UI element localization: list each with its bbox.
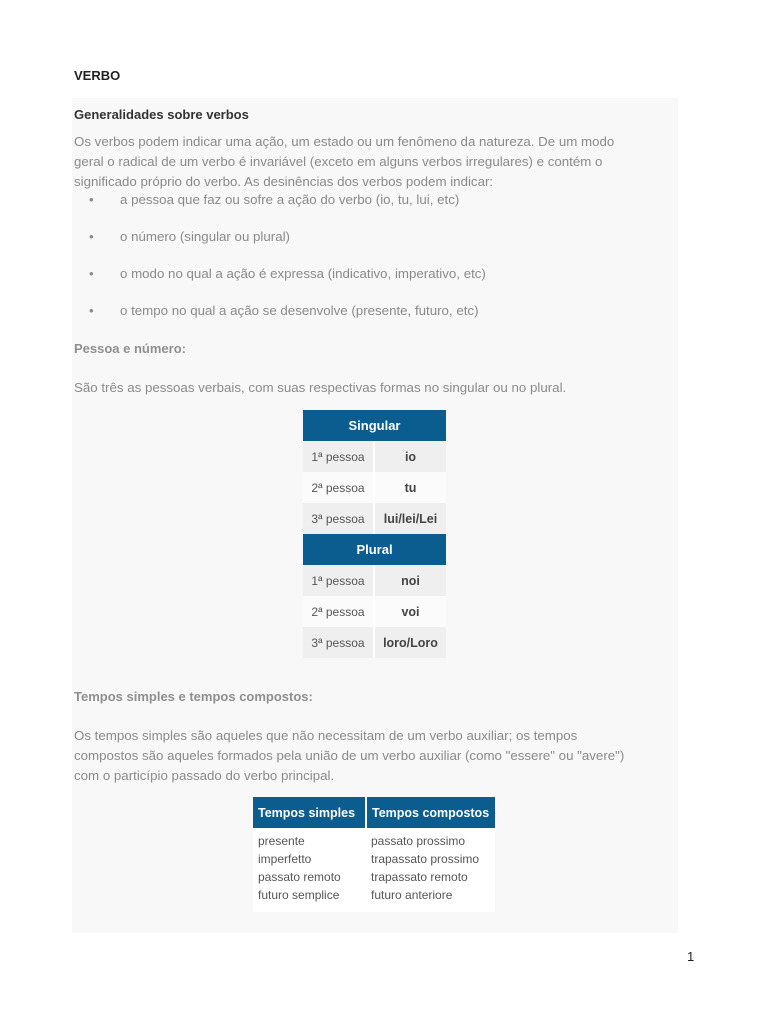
list-item: [74, 190, 664, 227]
bullet-icon: •: [89, 266, 94, 281]
form-cell: tu: [374, 472, 446, 503]
simple-tense-cell: futuro semplice: [253, 886, 366, 912]
person-cell: 3ª pessoa: [303, 503, 374, 534]
list-item-text: a pessoa que faz ou sofre a ação do verbo (io, tu, lui, etc): [120, 192, 460, 207]
desinence-list: [74, 190, 664, 338]
document-title: VERBO: [74, 68, 121, 83]
person-cell: 2ª pessoa: [303, 472, 374, 503]
table-row: [253, 850, 495, 868]
simple-tense-cell: imperfetto: [253, 850, 366, 868]
compound-tense-cell: trapassato remoto: [366, 868, 495, 886]
form-cell: noi: [374, 565, 446, 596]
person-cell: 1ª pessoa: [303, 565, 374, 596]
compound-tense-cell: trapassato prossimo: [366, 850, 495, 868]
page-number: 1: [687, 949, 695, 964]
table-row: [303, 441, 446, 472]
bullet-icon: •: [89, 303, 94, 318]
table-row: [303, 472, 446, 503]
col-header-simple: Tempos simples: [253, 797, 366, 828]
form-cell: loro/Loro: [374, 627, 446, 658]
table-row: [253, 868, 495, 886]
paragraph-line: com o particípio passado do verbo principal.: [74, 768, 335, 783]
paragraph-line: Os tempos simples são aqueles que não necessitam de um verbo auxiliar; os tempos: [74, 728, 578, 743]
paragraph-line: Os verbos podem indicar uma ação, um estado ou um fenômeno da natureza. De um modo: [74, 134, 615, 149]
table-row: [303, 503, 446, 534]
compound-tense-cell: passato prossimo: [366, 828, 495, 850]
person-cell: 3ª pessoa: [303, 627, 374, 658]
tenses-table: [253, 797, 495, 912]
compound-tense-cell: futuro anteriore: [366, 886, 495, 912]
simple-tense-cell: presente: [253, 828, 366, 850]
form-cell: voi: [374, 596, 446, 627]
list-item: [74, 264, 664, 301]
person-cell: 1ª pessoa: [303, 441, 374, 472]
paragraph-line: significado próprio do verbo. As desinências dos verbos podem indicar:: [74, 174, 494, 189]
tenses-paragraph: [74, 726, 664, 786]
table-row: [253, 828, 495, 850]
person-intro: São três as pessoas verbais, com suas respectivas formas no singular ou no plural.: [74, 380, 567, 395]
paragraph-line: geral o radical de um verbo é invariável (exceto em alguns verbos irregulares) e contém o: [74, 154, 603, 169]
table-row: [303, 596, 446, 627]
table-row: [303, 565, 446, 596]
list-item-text: o modo no qual a ação é expressa (indicativo, imperativo, etc): [120, 266, 486, 281]
form-cell: lui/lei/Lei: [374, 503, 446, 534]
col-header-compound: Tempos compostos: [366, 797, 495, 828]
list-item: [74, 301, 664, 338]
form-cell: io: [374, 441, 446, 472]
list-item-text: o número (singular ou plural): [120, 229, 290, 244]
singular-header: Singular: [303, 410, 446, 441]
section-heading-generalities: Generalidades sobre verbos: [74, 107, 249, 122]
table-row: [303, 627, 446, 658]
paragraph-line: compostos são aqueles formados pela união de um verbo auxiliar (como "essere" ou "avere"): [74, 748, 625, 763]
section-heading-tenses: Tempos simples e tempos compostos:: [74, 689, 313, 704]
bullet-icon: •: [89, 192, 94, 207]
plural-header: Plural: [303, 534, 446, 565]
general-paragraph: [74, 132, 664, 192]
person-cell: 2ª pessoa: [303, 596, 374, 627]
list-item-text: o tempo no qual a ação se desenvolve (presente, futuro, etc): [120, 303, 479, 318]
person-table: [303, 410, 446, 658]
list-item: [74, 227, 664, 264]
section-heading-person: Pessoa e número:: [74, 341, 186, 356]
bullet-icon: •: [89, 229, 94, 244]
table-row: [253, 886, 495, 912]
simple-tense-cell: passato remoto: [253, 868, 366, 886]
